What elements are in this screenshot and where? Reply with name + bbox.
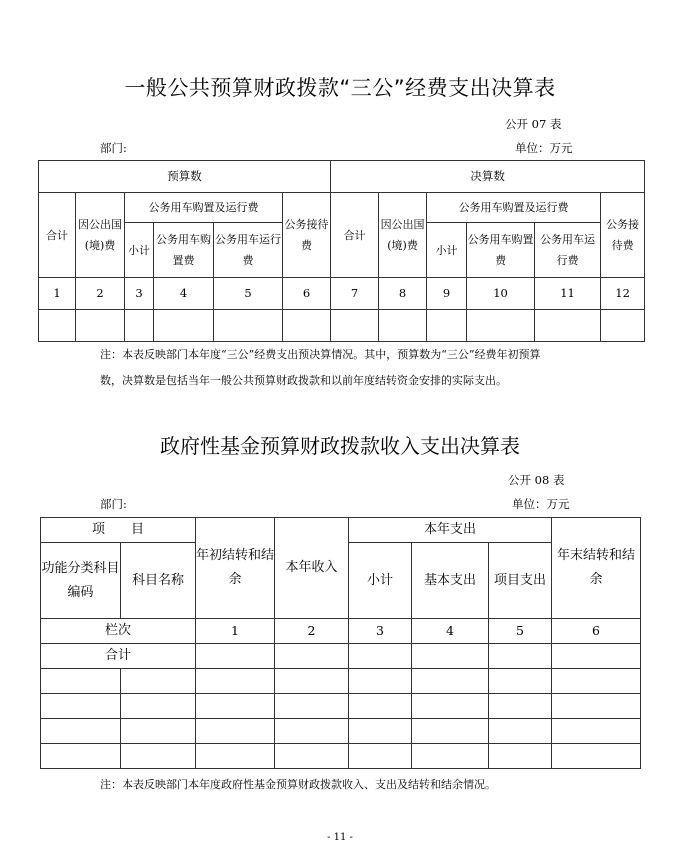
table-cell bbox=[275, 669, 349, 694]
table2-col-number: 1 bbox=[196, 619, 275, 644]
end-balance-header: 年末结转和结余 bbox=[552, 518, 641, 619]
budget-reception-header: 公务接待费 bbox=[283, 193, 331, 278]
table2-col-number: 6 bbox=[552, 619, 641, 644]
table-cell bbox=[41, 744, 121, 769]
row-index-label: 栏次 bbox=[41, 619, 196, 644]
table-cell bbox=[196, 744, 275, 769]
table-cell bbox=[214, 310, 283, 342]
table-cell bbox=[349, 719, 412, 744]
table1-note-line2: 数，决算数是包括当年一般公共预算财政拨款和以前年度结转资金安排的实际支出。 bbox=[100, 374, 507, 387]
final-car-buy-header: 公务用车购置费 bbox=[467, 223, 535, 278]
table-cell bbox=[427, 310, 467, 342]
begin-balance-header: 年初结转和结余 bbox=[196, 518, 275, 619]
table2-dept-label: 部门: bbox=[100, 497, 127, 511]
table-cell bbox=[535, 310, 601, 342]
table2-title: 政府性基金预算财政拨款收入支出决算表 bbox=[160, 434, 520, 458]
table-cell bbox=[125, 310, 154, 342]
table-cell bbox=[552, 694, 641, 719]
budget-car-run-header: 公务用车运行费 bbox=[214, 223, 283, 278]
table-cell bbox=[349, 644, 412, 669]
table1-col-number: 2 bbox=[76, 278, 125, 310]
page-number: - 11 - bbox=[327, 832, 353, 843]
table2-data-row bbox=[41, 694, 641, 719]
table-cell bbox=[41, 669, 121, 694]
table-cell bbox=[552, 644, 641, 669]
table1-col-number: 6 bbox=[283, 278, 331, 310]
project-expense-header: 项目支出 bbox=[489, 543, 552, 619]
final-reception-header: 公务接待费 bbox=[601, 193, 645, 278]
table1-index-row bbox=[39, 278, 645, 310]
table1-col-number: 11 bbox=[535, 278, 601, 310]
table-cell bbox=[412, 719, 489, 744]
table-cell bbox=[331, 310, 379, 342]
table2-data-row bbox=[41, 669, 641, 694]
budget-abroad-header: 因公出国(境)费 bbox=[76, 193, 125, 278]
budget-total-header: 合计 bbox=[39, 193, 76, 278]
table-cell bbox=[412, 744, 489, 769]
table-cell bbox=[489, 719, 552, 744]
table1-col-number: 5 bbox=[214, 278, 283, 310]
table1-title: 一般公共预算财政拨款“三公”经费支出决算表 bbox=[124, 76, 556, 100]
expense-group-header: 本年支出 bbox=[349, 518, 552, 543]
final-abroad-header: 因公出国(境)费 bbox=[379, 193, 427, 278]
table1-col-number: 9 bbox=[427, 278, 467, 310]
table-cell bbox=[489, 744, 552, 769]
budget-car-group-header: 公务用车购置及运行费 bbox=[125, 193, 283, 223]
table-cell bbox=[196, 644, 275, 669]
table-cell bbox=[275, 744, 349, 769]
final-total-header: 合计 bbox=[331, 193, 379, 278]
expense-subtotal-header: 小计 bbox=[349, 543, 412, 619]
table-cell bbox=[412, 669, 489, 694]
table-cell bbox=[275, 694, 349, 719]
row-total-label: 合计 bbox=[41, 644, 196, 669]
budget-car-buy-header: 公务用车购置费 bbox=[154, 223, 214, 278]
table-cell bbox=[379, 310, 427, 342]
table-cell bbox=[39, 310, 76, 342]
table-cell bbox=[552, 744, 641, 769]
table-cell bbox=[121, 694, 196, 719]
subject-name-header: 科目名称 bbox=[121, 543, 196, 619]
table-cell bbox=[349, 744, 412, 769]
table-cell bbox=[283, 310, 331, 342]
table1-col-number: 1 bbox=[39, 278, 76, 310]
table-cell bbox=[196, 719, 275, 744]
table2-total-row bbox=[41, 644, 641, 669]
final-subtotal-header: 小计 bbox=[427, 223, 467, 278]
table2-index-row bbox=[41, 619, 641, 644]
table-cell bbox=[489, 669, 552, 694]
table1-col-number: 12 bbox=[601, 278, 645, 310]
final-car-run-header: 公务用车运行费 bbox=[535, 223, 601, 278]
table1-col-number: 3 bbox=[125, 278, 154, 310]
func-code-header: 功能分类科目编码 bbox=[41, 543, 121, 619]
income-header: 本年收入 bbox=[275, 518, 349, 619]
table1-col-number: 4 bbox=[154, 278, 214, 310]
item-header: 项 目 bbox=[41, 518, 196, 543]
table-cell bbox=[121, 719, 196, 744]
table-cell bbox=[41, 719, 121, 744]
table2-col-number: 5 bbox=[489, 619, 552, 644]
table-cell bbox=[467, 310, 535, 342]
table-cell bbox=[552, 719, 641, 744]
basic-expense-header: 基本支出 bbox=[412, 543, 489, 619]
table-cell bbox=[196, 694, 275, 719]
budget-subtotal-header: 小计 bbox=[125, 223, 154, 278]
table-cell bbox=[601, 310, 645, 342]
table-cell bbox=[489, 644, 552, 669]
table1-col-number: 8 bbox=[379, 278, 427, 310]
budget-group-header: 预算数 bbox=[39, 161, 331, 193]
table-cell bbox=[349, 694, 412, 719]
table-cell bbox=[76, 310, 125, 342]
table2-data-row bbox=[41, 719, 641, 744]
table2-unit-label: 单位：万元 bbox=[512, 497, 570, 511]
table2-col-number: 4 bbox=[412, 619, 489, 644]
table1-col-number: 7 bbox=[331, 278, 379, 310]
table-cell bbox=[121, 744, 196, 769]
table-cell bbox=[552, 669, 641, 694]
table-cell bbox=[275, 644, 349, 669]
table-cell bbox=[489, 694, 552, 719]
three-public-expense-table bbox=[38, 160, 645, 342]
final-car-group-header: 公务用车购置及运行费 bbox=[427, 193, 601, 223]
table1-data-row bbox=[39, 310, 645, 342]
table2-code: 公开 08 表 bbox=[508, 473, 565, 487]
table-cell bbox=[275, 719, 349, 744]
gov-fund-table bbox=[40, 517, 641, 769]
table1-unit-label: 单位：万元 bbox=[515, 141, 573, 155]
final-group-header: 决算数 bbox=[331, 161, 645, 193]
table1-dept-label: 部门: bbox=[100, 141, 127, 155]
table-cell bbox=[349, 669, 412, 694]
table2-note: 注：本表反映部门本年度政府性基金预算财政拨款收入、支出及结转和结余情况。 bbox=[100, 778, 496, 791]
table1-note-line1: 注：本表反映部门本年度“三公”经费支出预决算情况。其中，预算数为“三公”经费年初预算 bbox=[100, 348, 541, 361]
table-cell bbox=[154, 310, 214, 342]
table-cell bbox=[412, 644, 489, 669]
table-cell bbox=[412, 694, 489, 719]
table-cell bbox=[121, 669, 196, 694]
table1-code: 公开 07 表 bbox=[505, 117, 562, 131]
table2-data-row bbox=[41, 744, 641, 769]
table2-col-number: 2 bbox=[275, 619, 349, 644]
table1-col-number: 10 bbox=[467, 278, 535, 310]
table2-col-number: 3 bbox=[349, 619, 412, 644]
table-cell bbox=[41, 694, 121, 719]
table-cell bbox=[196, 669, 275, 694]
